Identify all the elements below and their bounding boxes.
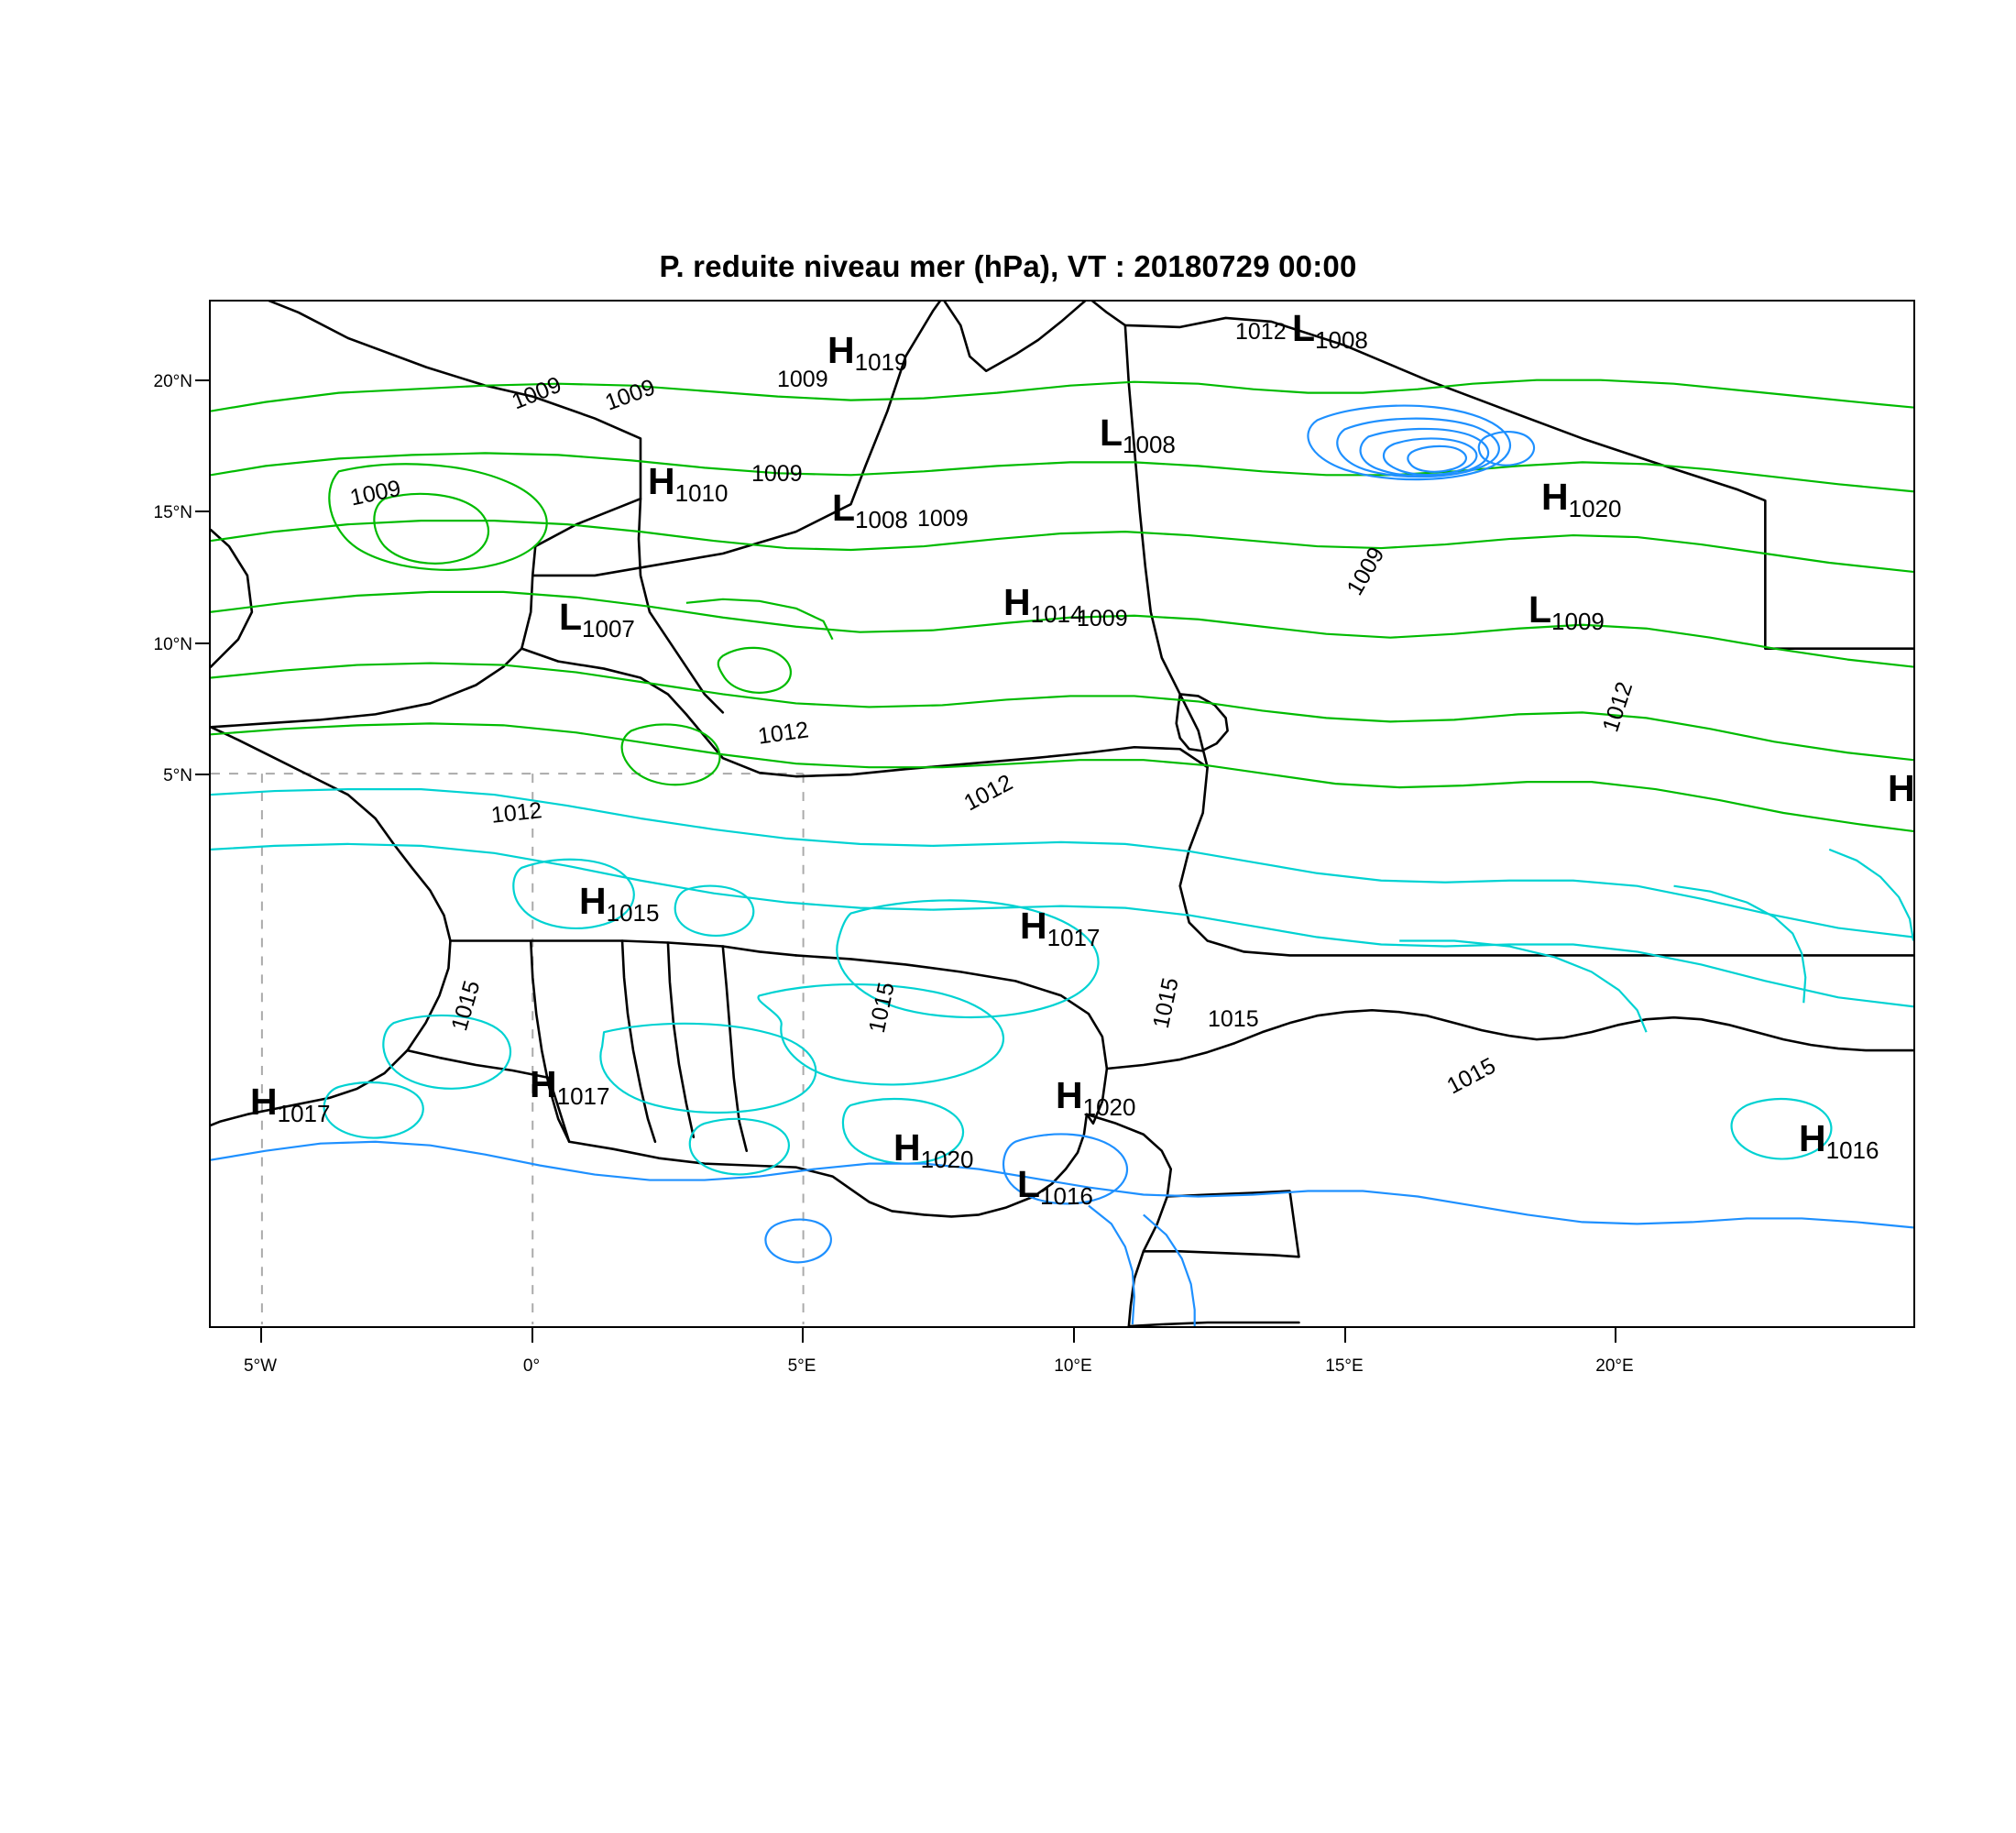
contour-label: 1015 [863, 980, 900, 1036]
pressure-center-high [530, 1063, 610, 1110]
pressure-center-high [827, 329, 908, 376]
y-axis-tick-mark [195, 774, 210, 775]
pressure-center-high [893, 1126, 974, 1173]
pressure-center-low [1100, 412, 1176, 458]
chart-title: P. reduite niveau mer (hPa), VT : 20180729 00:00 [659, 249, 1357, 283]
pressure-center-high-edge [1888, 767, 1915, 809]
low-symbol: L [1292, 307, 1316, 349]
pressure-value: 1015 [606, 899, 660, 927]
contour-label: 1012 [1597, 678, 1638, 736]
pressure-value: 1008 [1123, 431, 1176, 458]
contour-label: 1009 [508, 371, 565, 415]
high-symbol: H [827, 329, 855, 371]
pressure-center-low [559, 596, 635, 642]
low-symbol: L [1528, 588, 1552, 631]
pressure-value: 1007 [582, 615, 635, 642]
contour-label: 1015 [1442, 1052, 1500, 1100]
y-axis-tick-label-15N: 15°N [153, 503, 192, 522]
x-axis-tick-mark [1344, 1328, 1346, 1343]
x-axis-tick-label-5E: 5°E [787, 1356, 816, 1376]
pressure-center-high [1056, 1074, 1136, 1121]
pressure-value: 1020 [1568, 495, 1622, 522]
pressure-center-high [1020, 905, 1101, 951]
pressure-value: 1017 [1046, 924, 1101, 951]
pressure-center-low [1528, 588, 1605, 635]
y-axis-tick-label-5N: 5°N [163, 766, 192, 785]
low-symbol: L [1017, 1163, 1041, 1205]
y-axis-tick-mark [195, 510, 210, 512]
contour-label: 1009 [1077, 606, 1128, 631]
contour-label: 1009 [777, 367, 828, 392]
pressure-value: 1020 [1082, 1093, 1136, 1121]
contour-label: 1012 [959, 769, 1017, 817]
pressure-center-high [1003, 581, 1084, 628]
pressure-center-low [832, 487, 908, 533]
pressure-center-low [1017, 1163, 1093, 1210]
contour-label: 1015 [446, 977, 486, 1034]
y-axis-tick-mark [195, 642, 210, 644]
contour-label: 1009 [751, 461, 803, 487]
contour-label: 1012 [756, 717, 811, 750]
low-symbol: L [832, 487, 856, 529]
pressure-value: 1019 [854, 348, 908, 376]
x-axis-tick-mark [1615, 1328, 1616, 1343]
contour-label: 1012 [489, 797, 543, 829]
pressure-value: 1016 [1040, 1182, 1093, 1210]
high-symbol: H [530, 1063, 557, 1105]
pressure-center-high [579, 880, 660, 927]
contour-label: 1009 [1342, 543, 1390, 600]
pressure-center-high [250, 1081, 331, 1127]
pressure-center-high [648, 460, 729, 507]
pressure-value: 1017 [277, 1100, 331, 1127]
pressure-center-low [1292, 307, 1368, 354]
x-axis-tick-label-0: 0° [522, 1356, 541, 1376]
x-axis-tick-mark [1073, 1328, 1075, 1343]
low-symbol: L [559, 596, 583, 638]
high-symbol: H [1020, 905, 1047, 947]
high-symbol: H [579, 880, 607, 922]
contour-label: 1009 [601, 374, 659, 416]
pressure-value: 1016 [1825, 1136, 1879, 1164]
high-symbol: H [1541, 476, 1569, 518]
pressure-value: 1017 [556, 1082, 610, 1110]
x-axis-tick-label-15E: 15°E [1325, 1356, 1364, 1376]
x-axis-tick-mark [260, 1328, 262, 1343]
low-symbol: L [1100, 412, 1123, 454]
pressure-value: 1008 [855, 506, 908, 533]
pressure-value: 1010 [674, 479, 729, 507]
y-axis-tick-label-20N: 20°N [153, 372, 192, 391]
pressure-value: 1020 [920, 1146, 974, 1173]
contour-label: 1012 [1235, 319, 1287, 345]
high-symbol: H [250, 1081, 278, 1123]
high-symbol: H [648, 460, 675, 502]
high-symbol: H [1888, 767, 1915, 809]
pressure-center-high [1799, 1117, 1879, 1164]
high-symbol: H [1056, 1074, 1083, 1116]
pressure-center-high [1541, 476, 1622, 522]
pressure-value: 1014 [1030, 600, 1084, 628]
pressure-value: 1008 [1315, 326, 1368, 354]
contour-label: 1015 [1147, 975, 1184, 1031]
x-axis-tick-mark [531, 1328, 533, 1343]
contour-label: 1009 [917, 506, 969, 532]
high-symbol: H [1003, 581, 1031, 623]
contour-label: 1015 [1208, 1006, 1259, 1032]
y-axis-tick-label-10N: 10°N [153, 635, 192, 654]
contour-label: 1009 [347, 475, 403, 511]
x-axis-tick-mark [802, 1328, 804, 1343]
high-symbol: H [1799, 1117, 1826, 1159]
y-axis-tick-mark [195, 379, 210, 381]
pressure-value: 1009 [1551, 608, 1605, 635]
high-symbol: H [893, 1126, 921, 1169]
x-axis-tick-label-20E: 20°E [1595, 1356, 1634, 1376]
x-axis-tick-label-5W: 5°W [243, 1356, 278, 1376]
x-axis-tick-label-10E: 10°E [1054, 1356, 1092, 1376]
